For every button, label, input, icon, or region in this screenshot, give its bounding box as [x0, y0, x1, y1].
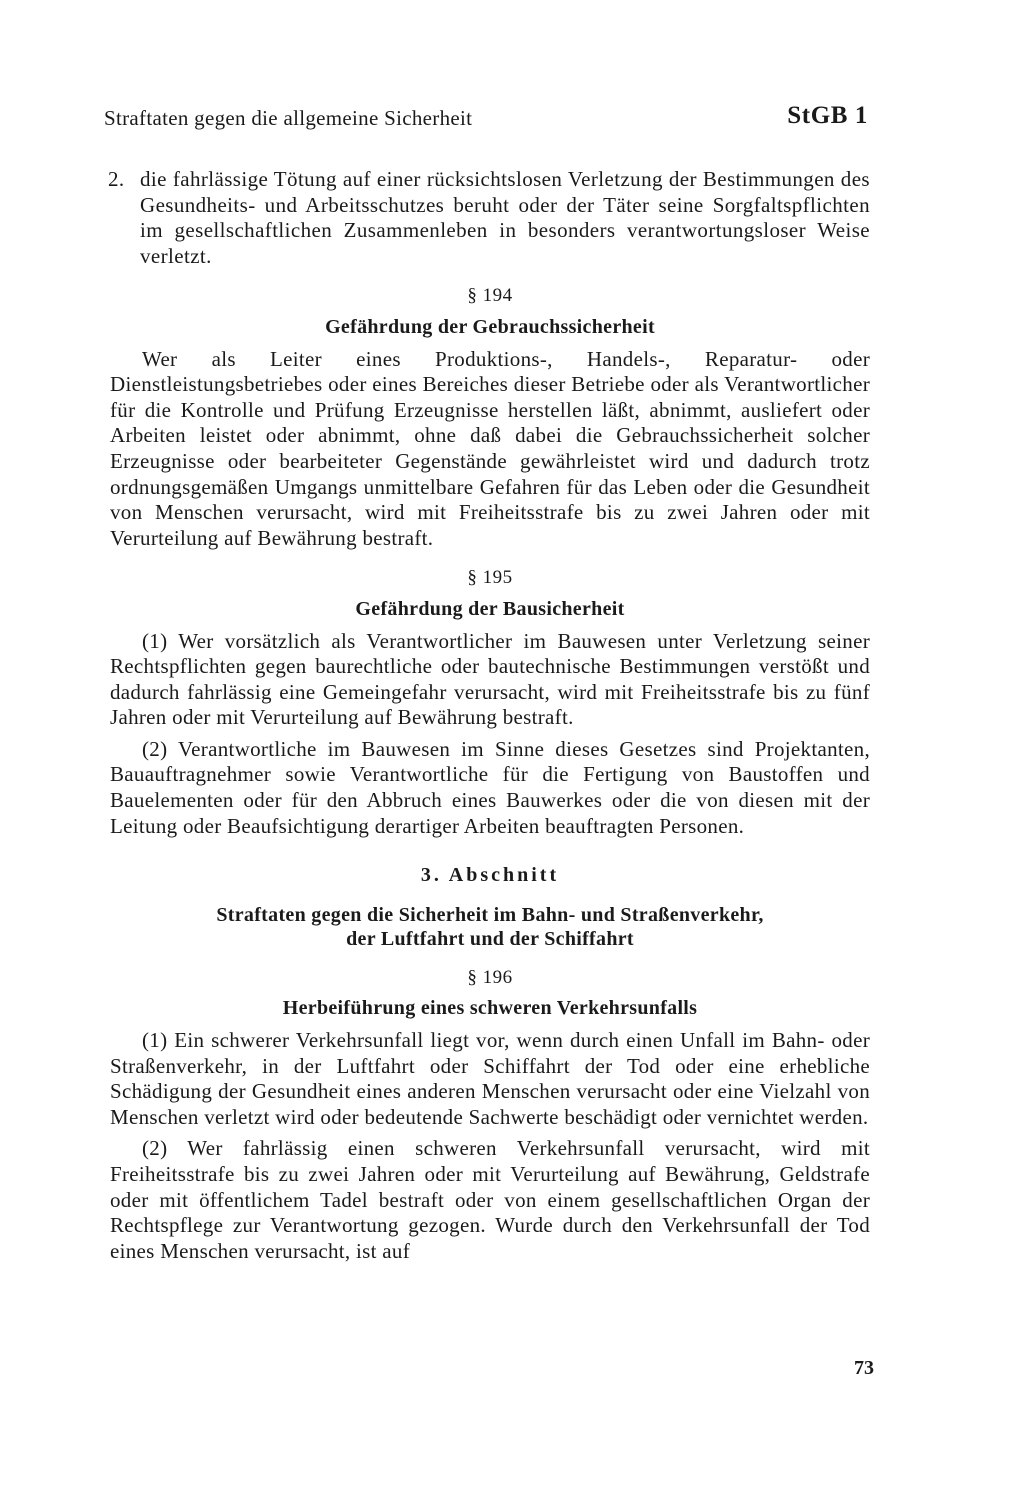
- running-header-title: Straftaten gegen die allgemeine Sicherheit: [104, 106, 473, 130]
- running-header: [104, 102, 874, 138]
- section-194-paragraph: Wer als Leiter eines Produktions-, Handels-, Reparatur- oder Dienstleistungsbetriebes oder eines Bereiches dieser Betriebe oder als Verantwortlicher für die Kontrolle und Prüfung Erzeugnisse herstellen läßt, abnimmt, ausliefert oder Arbeiten leistet oder abnimmt, ohne daß dabei die Gebrauchssicherheit solcher Erzeugnisse oder bearbeiteter Gegenstände gewährleistet wird und dadurch trotz ordnungsgemäßen Umgangs unmittelbare Gefahren für das Leben oder die Gesundheit von Menschen verursacht, wird mit Freiheitsstrafe bis zu zwei Jahren oder mit Verurteilung auf Bewährung bestraft.: [110, 346, 870, 550]
- chapter-title-line-1: Straftaten gegen die Sicherheit im Bahn- und Straßenverkehr,: [216, 903, 764, 926]
- section-title-194: Gefährdung der Gebrauchssicherheit: [325, 315, 655, 338]
- section-title-196: Herbeiführung eines schweren Verkehrsunfalls: [282, 997, 698, 1020]
- continued-list-item: [108, 167, 870, 269]
- section-number-196: § 196: [467, 966, 513, 988]
- list-item-number: 2.: [108, 167, 125, 191]
- section-number-194: § 194: [467, 285, 513, 307]
- chapter-title-line-2: der Luftfahrt und der Schiffahrt: [346, 927, 634, 950]
- section-195-paragraph-1: (1) Wer vorsätzlich als Verantwortlicher im Bauwesen unter Verletzung seiner Rechtspflichten gegen baurechtliche oder bautechnische Bestimmungen verstößt und dadurch fahrlässig eine Gemeingefahr verursacht, wird mit Freiheitsstrafe bis zu fünf Jahren oder mit Verurteilung auf Bewährung bestraft.: [110, 628, 870, 730]
- chapter-label: 3. Abschnitt: [420, 864, 560, 887]
- section-title-195: Gefährdung der Bausicherheit: [355, 597, 625, 620]
- section-195-paragraph-2: (2) Verantwortliche im Bauwesen im Sinne dieses Gesetzes sind Projektanten, Bauauftragnehmer sowie Verantwortliche für die Fertigung von Baustoffen und Bauelementen oder für den Abbruch eines Bauwerkes oder die von diesen mit der Leitung oder Beaufsichtigung derartiger Arbeiten beauftragten Personen.: [110, 736, 870, 838]
- document-page: [104, 0, 874, 1486]
- running-header-code: StGB 1: [787, 102, 868, 129]
- chapter-title: [110, 903, 870, 951]
- section-196-paragraph-1: (1) Ein schwerer Verkehrsunfall liegt vor, wenn durch einen Unfall im Bahn- oder Straßenverkehr, in der Luftfahrt oder Schiffahrt der Tod oder eine erhebliche Schädigung der Gesundheit eines anderen Menschen verursacht oder eine Vielzahl von Menschen verletzt wird oder bedeutende Sachwerte beschädigt oder vernichtet werden.: [110, 1028, 870, 1129]
- section-number-195: § 195: [467, 567, 513, 589]
- page-number: 73: [854, 1357, 874, 1379]
- section-196-paragraph-2: (2) Wer fahrlässig einen schweren Verkehrsunfall verursacht, wird mit Freiheitsstrafe bis zu zwei Jahren oder mit Verurteilung auf Bewährung, Geldstrafe oder mit öffentlichem Tadel bestraft oder von einem gesellschaftlichen Organ der Rechtspflege zur Verantwortung gezogen. Wurde durch den Verkehrsunfall der Tod eines Menschen verursacht, ist auf: [110, 1136, 870, 1263]
- list-item-text: die fahrlässige Tötung auf einer rücksichtslosen Verletzung der Bestimmungen des Gesundheits- und Arbeitsschutzes beruht oder der Täter seine Sorgfaltspflichten im gesellschaftlichen Zusammenleben in besonders verantwortungsloser Weise verletzt.: [140, 167, 870, 268]
- body-text: [110, 167, 870, 1264]
